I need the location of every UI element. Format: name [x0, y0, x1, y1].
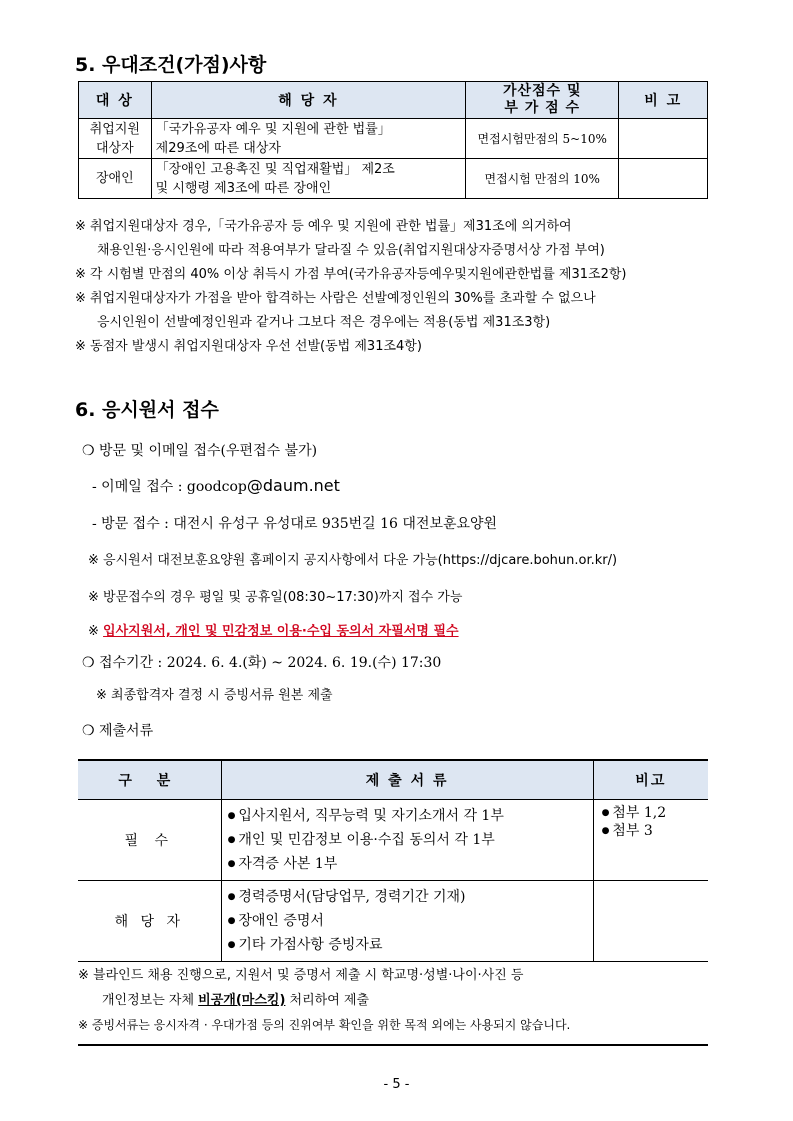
header-note: 비고: [593, 760, 708, 800]
email-prefix: - 이메일 접수 : goodcop: [92, 479, 247, 495]
preference-table: [78, 81, 708, 199]
sign-required-line: [88, 620, 459, 639]
visit-hours-line: ※ 방문접수의 경우 평일 및 공휴일(08:30~17:30)까지 접수 가능: [88, 590, 463, 605]
row-target: 장애인: [79, 159, 152, 199]
list-item: ● 기타 가점사항 증빙자료: [228, 933, 593, 957]
originals-line: ※ 최종합격자 결정 시 증빙서류 원본 제출: [96, 688, 333, 703]
row-desc: [151, 119, 465, 159]
header-kind: 구 분: [78, 760, 221, 800]
row-desc-line1: 「장애인 고용촉진 및 직업재활법」 제2조: [155, 161, 395, 177]
email-domain: @daum.net: [246, 476, 340, 495]
applicable-docs: [221, 881, 593, 962]
header-points-line1: 가산점수 및: [502, 83, 582, 99]
applicable-notes: [593, 881, 708, 962]
blind-line-1: ※ 블라인드 채용 진행으로, 지원서 및 증명서 제출 시 학교명·성별·나이·사진 등: [78, 968, 524, 983]
table-row: [78, 800, 708, 881]
row-target: [79, 119, 152, 159]
sign-mark: ※: [88, 624, 99, 639]
table-header-row: [79, 82, 708, 119]
note-line: ※ 취업지원대상자가 가점을 받아 합격하는 사람은 선발예정인원의 30%를 초과할 수 없으나: [75, 291, 596, 306]
note-line: 응시인원이 선발예정인원과 같거나 그보다 적은 경우에는 적용(동법 제31조3항): [97, 315, 551, 330]
list-item: ● 경력증명서(담당업무, 경력기간 기재): [228, 885, 593, 909]
header-points-line2: 부 가 점 수: [504, 100, 581, 116]
required-docs: [221, 800, 593, 881]
section5-title: 5. 우대조건(가점)사항: [75, 54, 267, 76]
row-desc-line2: 제29조에 따른 대상자: [155, 140, 281, 156]
row-note: [619, 159, 708, 199]
blind-text-bold: 비공개(마스킹): [198, 993, 286, 1008]
table-row: [79, 119, 708, 159]
header-target: 대 상: [79, 82, 152, 119]
note-line: ※ 동점자 발생시 취업지원대상자 우선 선발(동법 제31조4항): [75, 339, 422, 354]
row-desc-line2: 및 시행령 제3조에 따른 장애인: [155, 180, 332, 196]
row-points: 면접시험만점의 5~10%: [466, 119, 619, 159]
list-item: ● 자격증 사본 1부: [228, 852, 593, 876]
note-line: ※ 각 시험별 만점의 40% 이상 취득시 가점 부여(국가유공자등예우및지원에관한법률 제31조2항): [75, 267, 627, 282]
method-line: ❍ 방문 및 이메일 접수(우편접수 불가): [82, 443, 318, 459]
list-item: ● 첨부 3: [602, 822, 708, 840]
row-points: 면접시험 만점의 10%: [466, 159, 619, 199]
row-desc: [151, 159, 465, 199]
table-row: [78, 881, 708, 962]
blind-line-2: [78, 988, 708, 1013]
required-label: 필 수: [78, 800, 221, 881]
table-header-row: [78, 760, 708, 800]
header-points: [466, 82, 619, 119]
list-item: ● 입사지원서, 직무능력 및 자기소개서 각 1부: [228, 804, 593, 828]
evidence-line: ※ 증빙서류는 응시자격 · 우대가점 등의 진위여부 확인을 위한 목적 외에는 사용되지 않습니다.: [78, 1018, 571, 1032]
blind-text-pre: 개인정보는 자체: [102, 993, 199, 1008]
bottom-notes: [78, 963, 708, 1046]
table-row: [79, 159, 708, 199]
visit-line: - 방문 접수 : 대전시 유성구 유성대로 935번길 16 대전보훈요양원: [92, 516, 498, 532]
row-target-line1: 취업지원: [89, 121, 140, 137]
list-item: ● 첨부 1,2: [602, 804, 708, 822]
documents-table: [78, 759, 708, 962]
required-notes: [593, 800, 708, 881]
row-desc-line1: 「국가유공자 예우 및 지원에 관한 법률」: [155, 121, 391, 137]
period-line: ❍ 접수기간 : 2024. 6. 4.(화) ~ 2024. 6. 19.(수) 17:30: [82, 655, 442, 671]
list-item: ● 장애인 증명서: [228, 909, 593, 933]
docs-title: ❍ 제출서류: [82, 723, 154, 739]
sign-required-text: 입사지원서, 개인 및 민감정보 이용·수입 동의서 자필서명 필수: [103, 624, 459, 639]
download-line: ※ 응시원서 대전보훈요양원 홈페이지 공지사항에서 다운 가능(https://djcare.bohun.or.kr/): [88, 553, 618, 568]
note-line: 채용인원·응시인원에 따라 적용여부가 달라질 수 있음(취업지원대상자증명서상 가점 부여): [97, 243, 605, 258]
row-target-line2: 대상자: [95, 140, 134, 156]
applicable-label: 해 당 자: [78, 881, 221, 962]
header-applicable: 해 당 자: [151, 82, 465, 119]
section6-title: 6. 응시원서 접수: [75, 399, 219, 421]
section5-notes: [75, 215, 626, 359]
page-number: - 5 -: [383, 1077, 410, 1092]
blind-text-post: 처리하여 제출: [285, 993, 370, 1008]
email-line: [92, 476, 340, 496]
header-docs: 제 출 서 류: [221, 760, 593, 800]
list-item: ● 개인 및 민감정보 이용·수집 동의서 각 1부: [228, 828, 593, 852]
note-line: ※ 취업지원대상자 경우,「국가유공자 등 예우 및 지원에 관한 법률」제31조에 의거하여: [75, 219, 572, 234]
header-note: 비 고: [619, 82, 708, 119]
row-note: [619, 119, 708, 159]
